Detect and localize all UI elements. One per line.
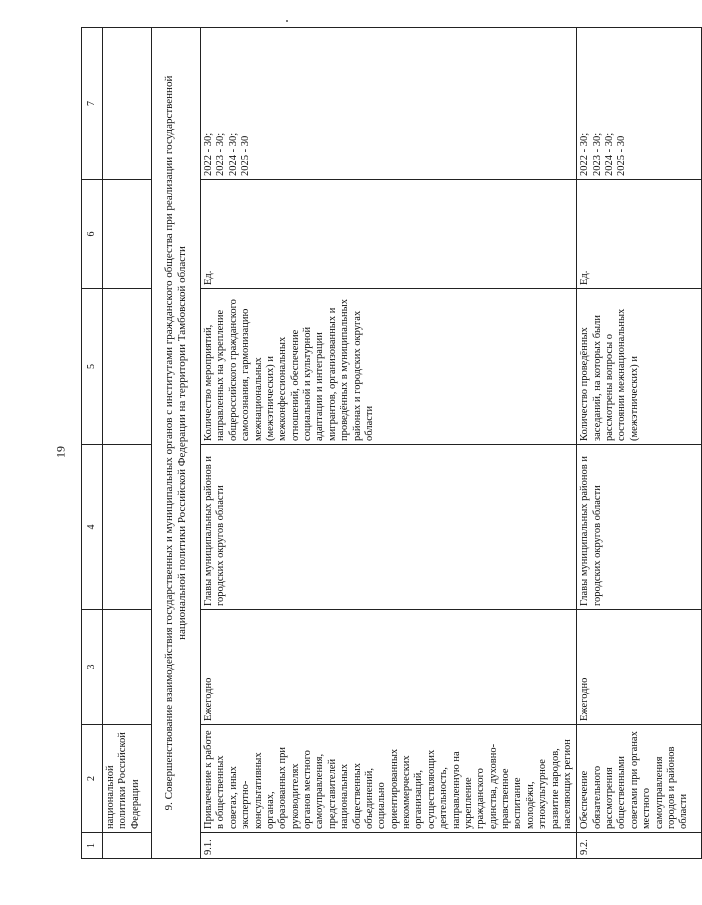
continuation-term bbox=[103, 610, 152, 725]
table-row bbox=[577, 28, 702, 859]
header-col-3: 3 bbox=[82, 610, 103, 725]
rotated-table-container bbox=[81, 28, 690, 859]
continuation-values bbox=[103, 28, 152, 180]
header-col-6: 6 bbox=[82, 180, 103, 289]
row-unit: Ед. bbox=[201, 180, 577, 289]
header-col-4: 4 bbox=[82, 445, 103, 610]
plan-table bbox=[81, 27, 702, 859]
row-number: 9.2. bbox=[577, 833, 702, 859]
row-indicator: Количество мероприятий, направленных на укрепление общероссийского гражданского самосознания, гармонизацию межнациональных (межэтнических) и межконфессиональных отношений, обеспечение социальной и культурной адаптации и интеграции мигрантов, организованных и проведённых в муниципальных районах и городских округах области bbox=[201, 289, 577, 445]
continuation-num bbox=[103, 833, 152, 859]
continuation-indicator bbox=[103, 289, 152, 445]
row-values: 2022 - 30; 2023 - 30; 2024 - 30; 2025 - 30 bbox=[577, 28, 702, 180]
header-col-5: 5 bbox=[82, 289, 103, 445]
row-term: Ежегодно bbox=[201, 610, 577, 725]
row-unit: Ед. bbox=[577, 180, 702, 289]
row-term: Ежегодно bbox=[577, 610, 702, 725]
page-number: 19 bbox=[53, 446, 68, 458]
continuation-executors bbox=[103, 445, 152, 610]
section-title: 9. Совершенствование взаимодействия государственных и муниципальных органов с институтами гражданского общества при реализации государственной национальной политики Российской Федерации на территории Тамбовской области bbox=[152, 28, 201, 859]
scan-artifact-dot bbox=[286, 20, 288, 22]
row-activity: Привлечение к работе в общественных советах, иных экспертно-консультативных органах, образованных при руководителях органов местного самоуправления, представителей национальных общественных объединений, социально ориентированных некоммерческих организаций, осуществляющих деятельность, направленную на укрепление гражданского единства, духовно-нравственное воспитание молодёжи, этнокультурное развитие народов, населяющих регион bbox=[201, 725, 577, 833]
table-row bbox=[201, 28, 577, 859]
row-activity: Обеспечение обязательного рассмотрения общественными советами при органах местного самоуправления городов и районов области bbox=[577, 725, 702, 833]
header-row bbox=[82, 28, 103, 859]
header-col-7: 7 bbox=[82, 28, 103, 180]
row-values: 2022 - 30; 2023 - 30; 2024 - 30; 2025 - 30 bbox=[201, 28, 577, 180]
continuation-unit bbox=[103, 180, 152, 289]
row-indicator: Количество проведённых заседаний, на которых были рассмотрены вопросы о состоянии межнациональных (межэтнических) и bbox=[577, 289, 702, 445]
header-col-1: 1 bbox=[82, 833, 103, 859]
section-row bbox=[152, 28, 201, 859]
row-executors: Главы муниципальных районов и городских округов области bbox=[201, 445, 577, 610]
row-executors: Главы муниципальных районов и городских округов области bbox=[577, 445, 702, 610]
row-number: 9.1. bbox=[201, 833, 577, 859]
continuation-row bbox=[103, 28, 152, 859]
continuation-activity: национальной политики Российской Федерации bbox=[103, 725, 152, 833]
header-col-2: 2 bbox=[82, 725, 103, 833]
